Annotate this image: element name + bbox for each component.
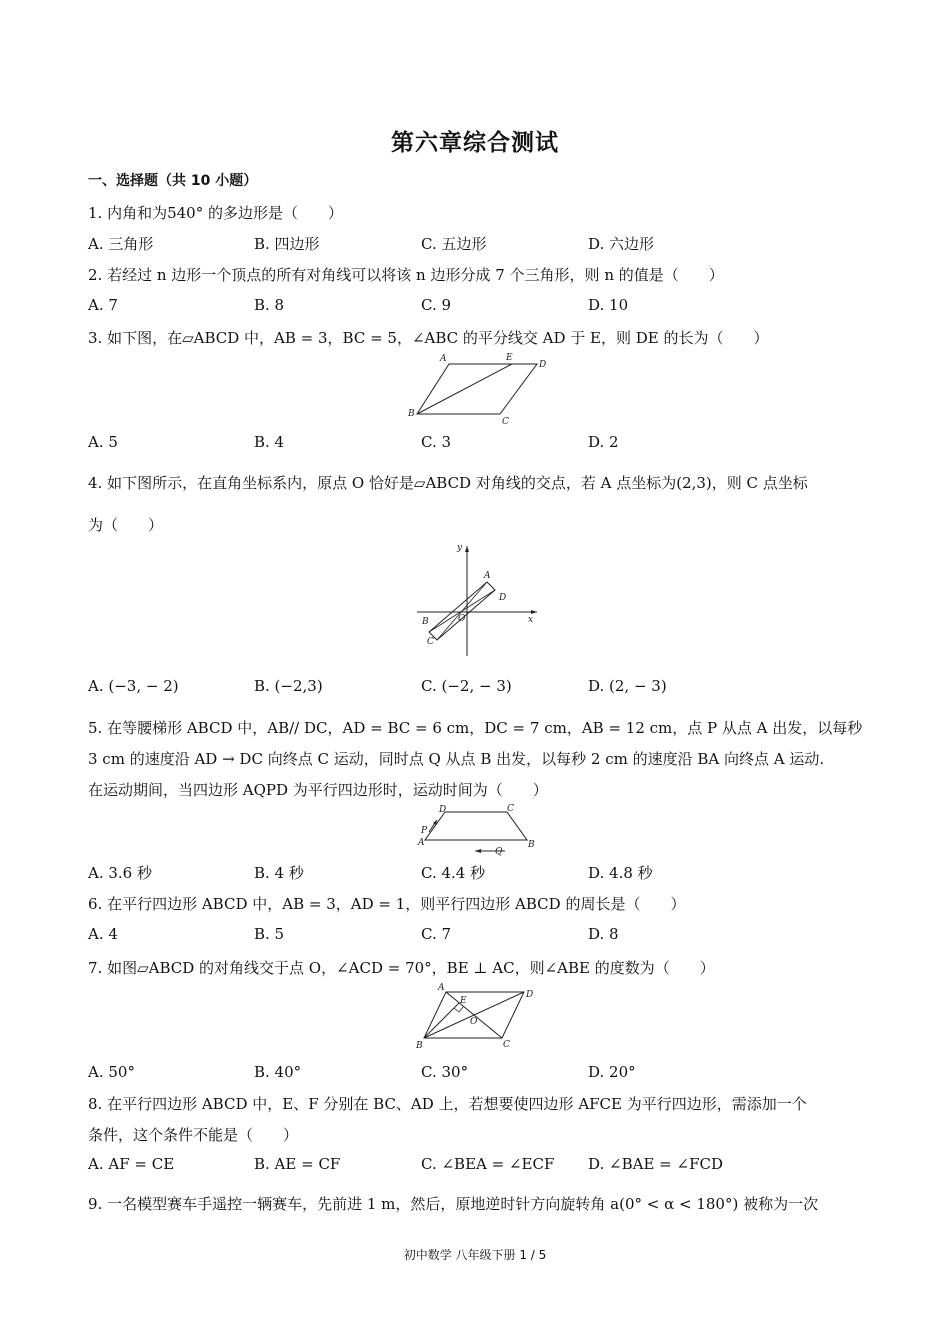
option-d[interactable]: D. 8: [588, 925, 619, 943]
option-a[interactable]: A. 7: [88, 296, 118, 314]
option-b[interactable]: B. 4: [254, 433, 285, 451]
page-footer: 初中数学 八年级下册 1 / 5: [403, 1248, 547, 1262]
figure-label: A: [440, 354, 447, 364]
figure-label: O: [458, 614, 466, 624]
option-d[interactable]: D. (2, − 3): [588, 677, 667, 695]
figure-label: P: [421, 826, 428, 836]
option-a[interactable]: A. 三角形: [88, 235, 154, 253]
question-4-stem: 4. 如下图所示，在直角坐标系内，原点 O 恰好是▱ABCD 对角线的交点，若 A 点坐标为(2,3)，则 C 点坐标: [88, 474, 808, 492]
option-d[interactable]: D. 4.8 秒: [588, 864, 653, 882]
figure-label: B: [408, 409, 415, 419]
option-d[interactable]: D. 六边形: [588, 235, 655, 253]
figure-label: y: [457, 543, 463, 553]
question-8-stem-cont: 条件，这个条件不能是（ ）: [88, 1126, 299, 1144]
section-heading: 一、选择题（共 10 小题）: [88, 173, 258, 189]
figure-label: B: [416, 1041, 423, 1051]
figure-label: B: [422, 617, 429, 627]
option-c[interactable]: C. 9: [421, 296, 452, 314]
figure-coordinate-parallelogram: [415, 540, 545, 658]
option-a[interactable]: A. 5: [88, 433, 118, 451]
figure-parallelogram-diagonals: [412, 982, 544, 1052]
figure-label: A: [484, 571, 491, 581]
option-a[interactable]: A. 4: [88, 925, 118, 943]
option-d[interactable]: D. 2: [588, 433, 619, 451]
option-c[interactable]: C. 3: [421, 433, 452, 451]
question-3-stem: 3. 如下图，在▱ABCD 中，AB = 3，BC = 5，∠ABC 的平分线交 AD 于 E，则 DE 的长为（ ）: [88, 329, 769, 347]
figure-label: D: [539, 360, 547, 370]
question-5-stem: 5. 在等腰梯形 ABCD 中，AB// DC，AD = BC = 6 cm，DC = 7 cm，AB = 12 cm，点 P 从点 A 出发，以每秒: [88, 719, 863, 737]
option-b[interactable]: B. 40°: [254, 1063, 302, 1081]
option-b[interactable]: B. 4 秒: [254, 864, 304, 882]
question-8-stem: 8. 在平行四边形 ABCD 中，E、F 分别在 BC、AD 上，若想要使四边形 AFCE 为平行四边形，需添加一个: [88, 1095, 807, 1113]
option-b[interactable]: B. AE = CF: [254, 1155, 341, 1173]
question-6-stem: 6. 在平行四边形 ABCD 中，AB = 3，AD = 1，则平行四边形 ABCD 的周长是（ ）: [88, 895, 686, 913]
figure-label: D: [526, 990, 534, 1000]
figure-label: x: [528, 615, 534, 625]
figure-isosceles-trapezoid: [415, 802, 545, 860]
page-title: 第六章综合测试: [391, 130, 559, 156]
question-4-stem-cont: 为（ ）: [88, 516, 164, 534]
figure-label: B: [528, 840, 535, 850]
option-b[interactable]: B. 5: [254, 925, 285, 943]
question-1-stem: 1. 内角和为540° 的多边形是（ ）: [88, 204, 343, 222]
option-d[interactable]: D. ∠BAE = ∠FCD: [588, 1155, 723, 1173]
question-5-stem-line-3: 在运动期间，当四边形 AQPD 为平行四边形时，运动时间为（ ）: [88, 781, 548, 799]
figure-label: D: [439, 805, 447, 815]
figure-parallelogram-abcd: [400, 352, 560, 430]
question-2-stem: 2. 若经过 n 边形一个顶点的所有对角线可以将该 n 边形分成 7 个三角形，则 n 的值是（ ）: [88, 266, 724, 284]
figure-label: C: [427, 637, 434, 647]
option-c[interactable]: C. 4.4 秒: [421, 864, 486, 882]
option-c[interactable]: C. 7: [421, 925, 452, 943]
figure-label: E: [506, 353, 513, 363]
option-c[interactable]: C. 五边形: [421, 235, 487, 253]
option-b[interactable]: B. 四边形: [254, 235, 320, 253]
figure-label: E: [460, 996, 467, 1006]
option-c[interactable]: C. (−2, − 3): [421, 677, 512, 695]
question-9-stem: 9. 一名模型赛车手遥控一辆赛车，先前进 1 m，然后，原地逆时针方向旋转角 a(0° < α < 180°) 被称为一次: [88, 1195, 819, 1213]
option-c[interactable]: C. ∠BEA = ∠ECF: [421, 1155, 555, 1173]
option-a[interactable]: A. (−3, − 2): [88, 677, 179, 695]
figure-label: C: [502, 417, 509, 427]
figure-label: C: [507, 804, 514, 814]
figure-label: O: [470, 1017, 478, 1027]
figure-label: C: [503, 1040, 510, 1050]
figure-label: Q: [495, 847, 503, 857]
figure-label: A: [438, 983, 445, 993]
option-b[interactable]: B. 8: [254, 296, 285, 314]
option-a[interactable]: A. 50°: [88, 1063, 135, 1081]
figure-label: A: [418, 838, 425, 848]
question-7-stem: 7. 如图▱ABCD 的对角线交于点 O，∠ACD = 70°，BE ⊥ AC，则∠ABE 的度数为（ ）: [88, 959, 715, 977]
option-c[interactable]: C. 30°: [421, 1063, 469, 1081]
figure-label: D: [499, 593, 507, 603]
option-a[interactable]: A. 3.6 秒: [88, 864, 152, 882]
option-a[interactable]: A. AF = CE: [88, 1155, 175, 1173]
question-5-stem-line-2: 3 cm 的速度沿 AD → DC 向终点 C 运动，同时点 Q 从点 B 出发，以每秒 2 cm 的速度沿 BA 向终点 A 运动.: [88, 750, 825, 768]
option-b[interactable]: B. (−2,3): [254, 677, 323, 695]
option-d[interactable]: D. 10: [588, 296, 629, 314]
option-d[interactable]: D. 20°: [588, 1063, 636, 1081]
